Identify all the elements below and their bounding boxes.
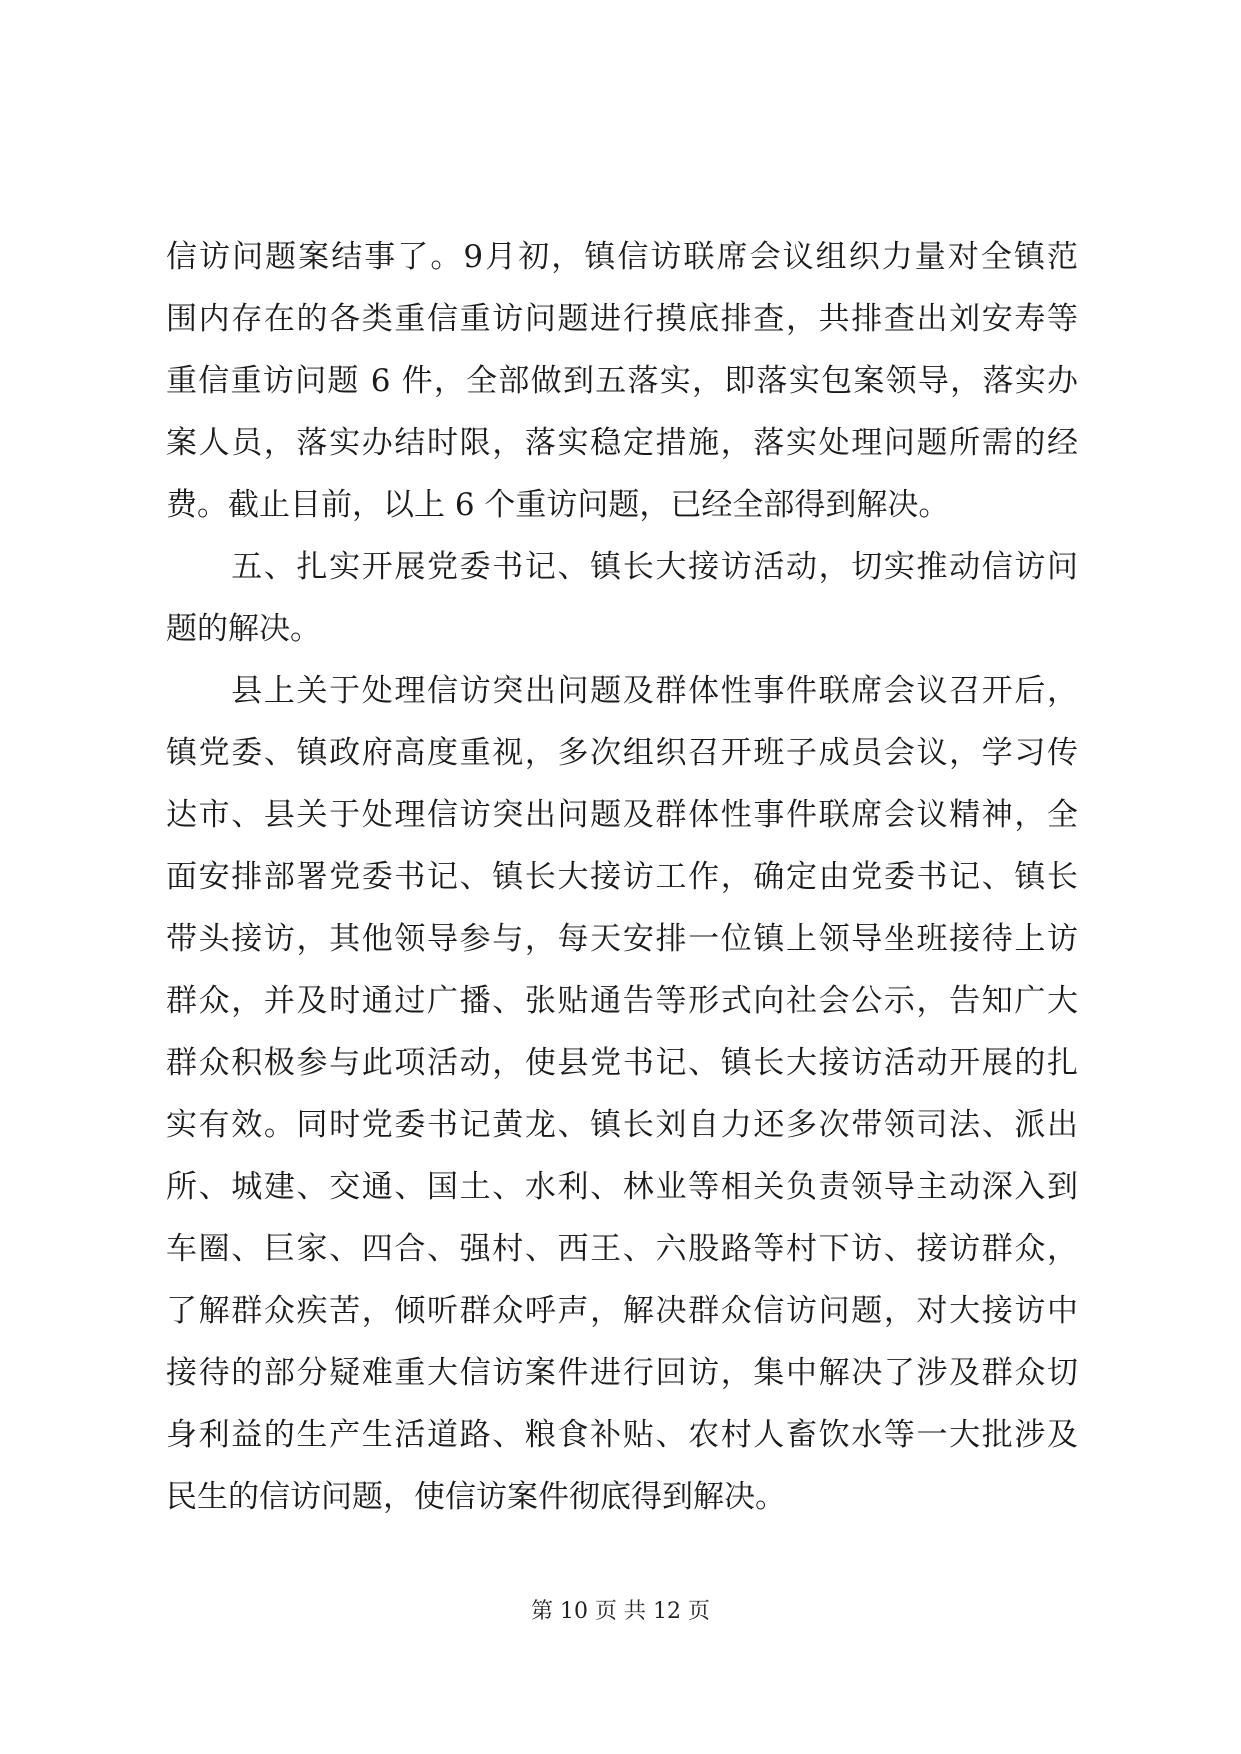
text-line: 所、城建、交通、国土、水利、林业等相关负责领导主动深入到 [166, 1169, 1078, 1205]
document-body [166, 226, 1078, 1528]
text-line: 县上关于处理信访突出问题及群体性事件联席会议召开后， [166, 673, 1078, 709]
text-line: 达市、县关于处理信访突出问题及群体性事件联席会议精神，全 [166, 797, 1078, 833]
text-line: 五、扎实开展党委书记、镇长大接访活动，切实推动信访问 [166, 549, 1078, 585]
text-line: 案人员，落实办结时限，落实稳定措施，落实处理问题所需的经 [166, 425, 1078, 461]
text-line: 面安排部署党委书记、镇长大接访工作，确定由党委书记、镇长 [166, 859, 1078, 895]
text-line: 费。截止目前，以上 6 个重访问题，已经全部得到解决。 [166, 487, 950, 523]
text-line: 镇党委、镇政府高度重视，多次组织召开班子成员会议，学习传 [166, 735, 1078, 771]
text-line: 带头接访，其他领导参与，每天安排一位镇上领导坐班接待上访 [166, 921, 1078, 957]
page-footer: 第 10 页 共 12 页 [531, 1599, 710, 1624]
text-line: 实有效。同时党委书记黄龙、镇长刘自力还多次带领司法、派出 [166, 1107, 1078, 1143]
text-line: 题的解决。 [166, 611, 321, 647]
text-line: 了解群众疾苦，倾听群众呼声，解决群众信访问题，对大接访中 [166, 1293, 1078, 1329]
text-line: 群众积极参与此项活动，使县党书记、镇长大接访活动开展的扎 [166, 1045, 1078, 1081]
text-line: 群众，并及时通过广播、张贴通告等形式向社会公示，告知广大 [166, 983, 1078, 1019]
text-line: 围内存在的各类重信重访问题进行摸底排查，共排查出刘安寿等 [166, 301, 1078, 337]
text-line: 信访问题案结事了。9月初，镇信访联席会议组织力量对全镇范 [166, 239, 1078, 275]
text-line: 车圈、巨家、四合、强村、西王、六股路等村下访、接访群众， [166, 1231, 1078, 1267]
text-line: 身利益的生产生活道路、粮食补贴、农村人畜饮水等一大批涉及 [166, 1417, 1078, 1453]
text-line: 重信重访问题 6 件，全部做到五落实，即落实包案领导，落实办 [166, 363, 1078, 399]
text-line: 接待的部分疑难重大信访案件进行回访，集中解决了涉及群众切 [166, 1355, 1078, 1391]
text-line: 民生的信访问题，使信访案件彻底得到解决。 [166, 1479, 786, 1515]
